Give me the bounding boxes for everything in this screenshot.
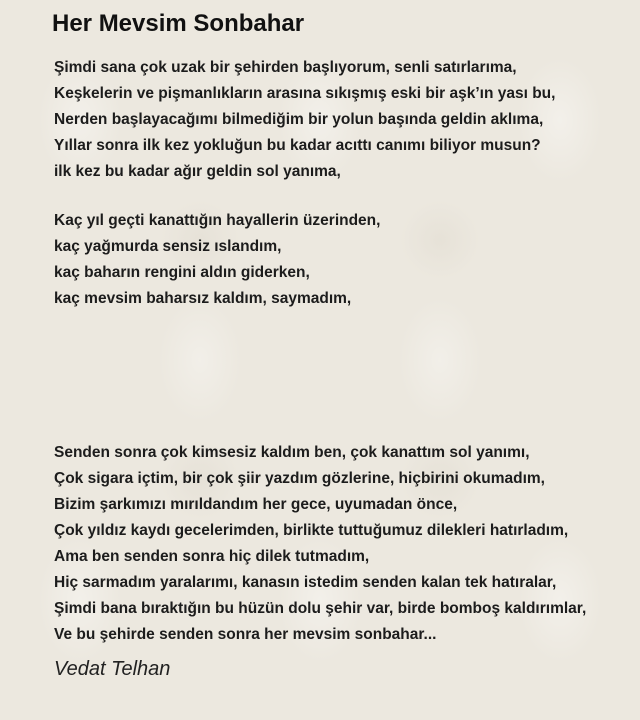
stanza-2 xyxy=(54,208,380,312)
poem-line: Kaç yıl geçti kanattığın hayallerin üzerinden, xyxy=(54,212,381,229)
poem-title: Her Mevsim Sonbahar xyxy=(52,10,305,37)
poem-line: ilk kez bu kadar ağır geldin sol yanıma, xyxy=(54,163,341,180)
poem-line: Ve bu şehirde senden sonra her mevsim sonbahar... xyxy=(54,626,437,643)
stanza-1 xyxy=(54,55,555,185)
poem-line: Ama ben senden sonra hiç dilek tutmadım, xyxy=(54,548,370,565)
poem-line: Hiç sarmadım yaralarımı, kanasın istedim senden kalan tek hatıralar, xyxy=(54,574,557,591)
poem-author: Vedat Telhan xyxy=(54,658,171,680)
poem-line: kaç yağmurda sensiz ıslandım, xyxy=(54,238,282,255)
poem-line: Şimdi sana çok uzak bir şehirden başlıyorum, senli satırlarıma, xyxy=(54,59,517,76)
stanza-3 xyxy=(54,440,586,648)
poem-line: Çok sigara içtim, bir çok şiir yazdım gözlerine, hiçbirini okumadım, xyxy=(54,470,545,487)
poem-line: Yıllar sonra ilk kez yokluğun bu kadar acıttı canımı biliyor musun? xyxy=(54,137,541,154)
poem-line: Bizim şarkımızı mırıldandım her gece, uyumadan önce, xyxy=(54,496,458,513)
poem-line: Çok yıldız kaydı gecelerimden, birlikte tuttuğumuz dilekleri hatırladım, xyxy=(54,522,569,539)
poem-line: Nerden başlayacağımı bilmediğim bir yolun başında geldin aklıma, xyxy=(54,111,544,128)
poem-line: Şimdi bana bıraktığın bu hüzün dolu şehir var, birde bomboş kaldırımlar, xyxy=(54,600,587,617)
poem-line: Senden sonra çok kimsesiz kaldım ben, çok kanattım sol yanımı, xyxy=(54,444,530,461)
poem-line: kaç baharın rengini aldın giderken, xyxy=(54,264,310,281)
poem-line: Keşkelerin ve pişmanlıkların arasına sıkışmış eski bir aşk’ın yası bu, xyxy=(54,85,556,102)
poem-line: kaç mevsim baharsız kaldım, saymadım, xyxy=(54,290,352,307)
